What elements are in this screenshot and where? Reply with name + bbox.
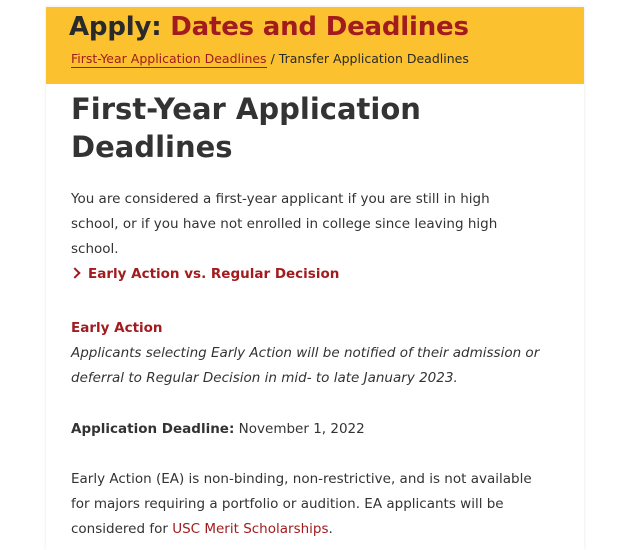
early-action-description	[71, 467, 541, 542]
deadline-value: November 1, 2022	[238, 421, 365, 437]
ea-description-trailing: .	[328, 521, 333, 537]
header-banner	[46, 7, 584, 84]
early-action-vs-regular-decision-toggle[interactable]	[71, 266, 339, 282]
intro-text: You are considered a first-year applicant if you are still in high school, or if you have not enrolled in college since leaving high school.	[71, 191, 498, 257]
toggle-label: Early Action vs. Regular Decision	[88, 266, 340, 282]
banner-title	[69, 12, 469, 42]
breadcrumb	[71, 51, 469, 66]
ea-description-text: Early Action (EA) is non-binding, non-restrictive, and is not available for majors requiring a portfolio or audition. EA applicants will be considered for	[71, 471, 532, 537]
deadline-label: Application Deadline:	[71, 421, 235, 437]
breadcrumb-link-first-year[interactable]: First-Year Application Deadlines	[71, 51, 267, 66]
breadcrumb-link-transfer[interactable]: Transfer Application Deadlines	[278, 51, 469, 66]
banner-title-accent: Dates and Deadlines	[170, 12, 469, 42]
page-frame	[46, 7, 584, 550]
early-action-notice: Applicants selecting Early Action will be notified of their admission or deferral to Regular Decision in mid- to late January 2023.	[71, 345, 540, 386]
chevron-right-icon	[69, 267, 80, 278]
breadcrumb-separator: /	[270, 51, 275, 66]
usc-merit-scholarships-link[interactable]: USC Merit Scholarships	[172, 521, 329, 537]
page-title: First-Year Application Deadlines	[71, 92, 421, 164]
application-deadline	[71, 417, 541, 442]
banner-title-prefix: Apply:	[69, 12, 162, 42]
early-action-heading: Early Action	[71, 320, 163, 336]
